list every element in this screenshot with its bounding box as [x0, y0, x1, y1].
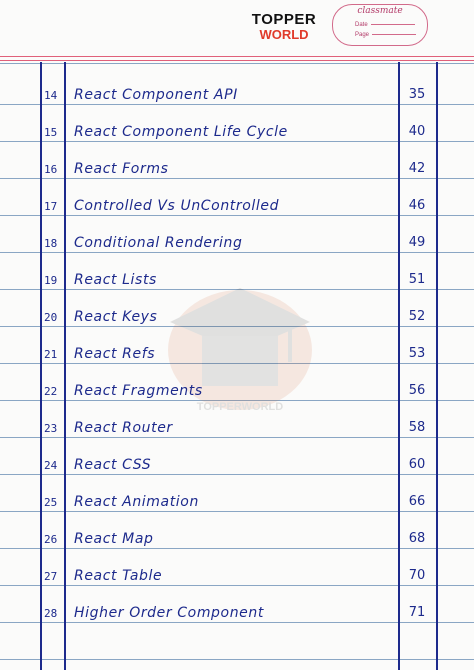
entry-page: 58 — [408, 420, 426, 435]
entry-title: Conditional Rendering — [74, 235, 243, 251]
entry-title: React Animation — [74, 494, 199, 510]
classmate-stamp — [332, 4, 428, 46]
entry-page: 49 — [408, 235, 426, 250]
list-item — [0, 518, 474, 548]
list-item — [0, 222, 474, 252]
entry-number: 22 — [44, 385, 58, 398]
entry-title: React Table — [74, 568, 163, 584]
stamp-date-label: Date — [355, 22, 368, 28]
entry-page: 56 — [408, 383, 426, 398]
entry-number: 16 — [44, 163, 58, 176]
list-item — [0, 148, 474, 178]
entry-number: 19 — [44, 274, 58, 287]
entry-number: 15 — [44, 126, 58, 139]
entry-number: 23 — [44, 422, 58, 435]
brand-line-1: TOPPER — [251, 11, 317, 28]
list-item — [0, 592, 474, 622]
entry-number: 20 — [44, 311, 58, 324]
entry-title: React Refs — [74, 346, 156, 362]
entry-title: React Forms — [74, 161, 169, 177]
entry-title: React Lists — [74, 272, 157, 288]
entry-title: React Fragments — [74, 383, 203, 399]
top-margin-rule — [0, 56, 474, 57]
entry-title: React Component Life Cycle — [74, 124, 288, 140]
entry-title: React Component API — [74, 87, 238, 103]
entry-page: 53 — [408, 346, 426, 361]
entry-number: 14 — [44, 89, 58, 102]
entry-title: Controlled Vs UnControlled — [74, 198, 280, 214]
entry-page: 60 — [408, 457, 426, 472]
entry-number: 26 — [44, 533, 58, 546]
list-item — [0, 555, 474, 585]
list-item — [0, 370, 474, 400]
entry-page: 52 — [408, 309, 426, 324]
entry-title: React Keys — [74, 309, 158, 325]
entry-title: React Router — [74, 420, 173, 436]
list-item — [0, 74, 474, 104]
entry-page: 42 — [408, 161, 426, 176]
list-item — [0, 333, 474, 363]
brand-logo — [244, 12, 324, 41]
list-item — [0, 481, 474, 511]
entry-title: Higher Order Component — [74, 605, 264, 621]
entry-number: 17 — [44, 200, 58, 213]
entry-number: 21 — [44, 348, 58, 361]
list-item — [0, 259, 474, 289]
stamp-page-label: Page — [355, 32, 370, 38]
entry-page: 70 — [408, 568, 426, 583]
brand-line-2: WORLD — [259, 27, 309, 42]
entry-number: 18 — [44, 237, 58, 250]
entry-page: 35 — [408, 87, 426, 102]
entry-number: 27 — [44, 570, 58, 583]
entry-number: 25 — [44, 496, 58, 509]
entry-page: 40 — [408, 124, 426, 139]
entry-title: React Map — [74, 531, 154, 547]
stamp-page-row — [355, 32, 416, 38]
list-item — [0, 185, 474, 215]
list-item — [0, 296, 474, 326]
stamp-date-row — [355, 22, 415, 28]
list-item — [0, 407, 474, 437]
list-item — [0, 444, 474, 474]
entry-number: 28 — [44, 607, 58, 620]
entry-page: 51 — [408, 272, 426, 287]
watermark-text: TOPPERWORLD — [196, 401, 284, 413]
entry-page: 71 — [408, 605, 426, 620]
entry-number: 24 — [44, 459, 58, 472]
entry-page: 46 — [408, 198, 426, 213]
entry-page: 66 — [408, 494, 426, 509]
stamp-title: classmate — [357, 6, 403, 16]
entry-title: React CSS — [74, 457, 152, 473]
top-margin-rule-2 — [0, 60, 474, 61]
entry-page: 68 — [408, 531, 426, 546]
list-item — [0, 111, 474, 141]
